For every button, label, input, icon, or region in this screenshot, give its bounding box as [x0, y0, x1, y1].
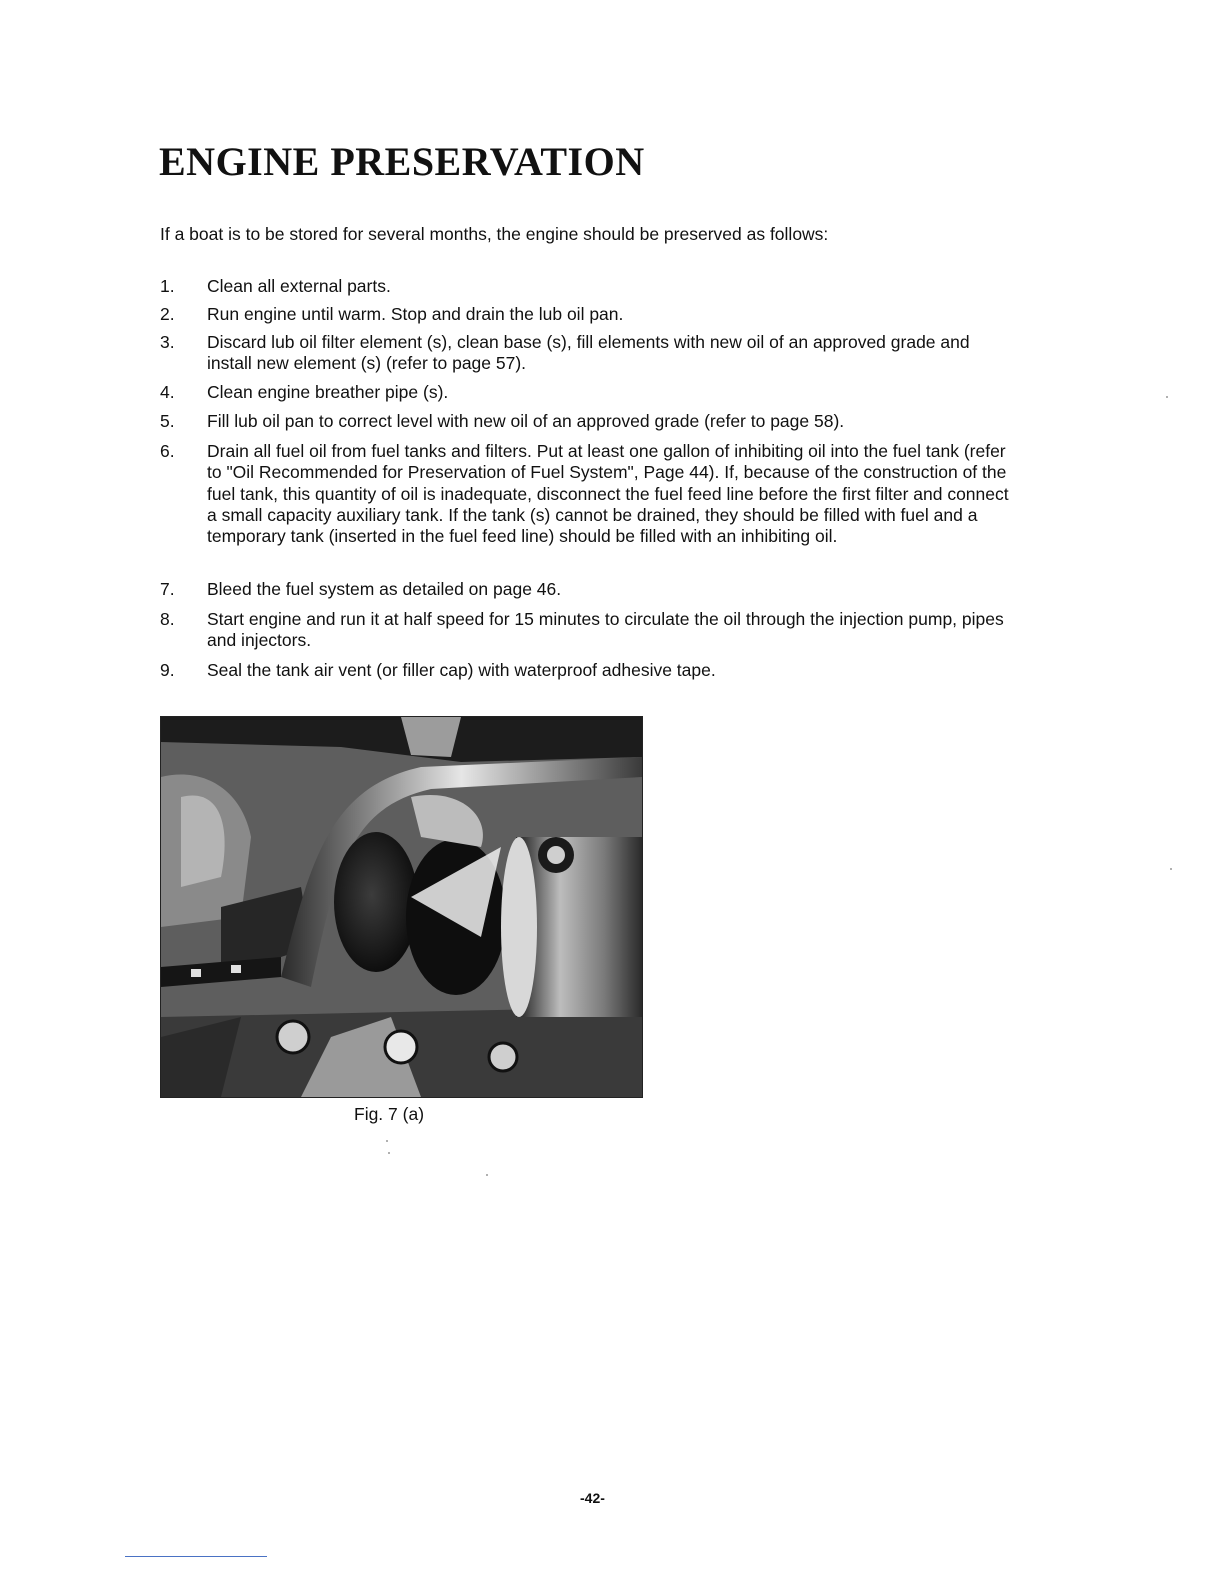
step-text: Run engine until warm. Stop and drain the lub oil pan. — [207, 304, 624, 324]
step-number: 9. — [160, 660, 175, 680]
bottom-rule-divider — [125, 1556, 267, 1557]
scan-speck — [386, 1140, 388, 1142]
step-number: 6. — [160, 441, 175, 461]
scan-speck — [1166, 396, 1168, 398]
step-text: Drain all fuel oil from fuel tanks and filters. Put at least one gallon of inhibiting oil into the fuel tank (refer to "Oil Recommended for Preservation of Fuel System", Page 44). If, because of the construction of the fuel tank, this quantity of oil is inadequate, disconnect the fuel feed line before the first filter and connect a small capacity auxiliary tank. If the tank (s) cannot be drained, they should be filled with fuel and a temporary tank (inserted in the fuel feed line) should be filled with an inhibiting oil. — [207, 441, 1009, 547]
step-number: 8. — [160, 609, 175, 629]
page-number: -42- — [580, 1490, 605, 1506]
step-text: Clean engine breather pipe (s). — [207, 382, 449, 402]
step-number: 1. — [160, 276, 175, 296]
step-number: 2. — [160, 304, 175, 324]
step-text: Clean all external parts. — [207, 276, 391, 296]
scan-speck — [1170, 868, 1172, 870]
step-number: 4. — [160, 382, 175, 402]
intro-paragraph: If a boat is to be stored for several months, the engine should be preserved as follows: — [160, 224, 829, 244]
step-text: Bleed the fuel system as detailed on page 46. — [207, 579, 562, 599]
page-title: ENGINE PRESERVATION — [159, 139, 645, 184]
step-text: Discard lub oil filter element (s), clean base (s), fill elements with new oil of an approved grade and install new element (s) (refer to page 57). — [207, 332, 970, 374]
step-text: Fill lub oil pan to correct level with new oil of an approved grade (refer to page 58). — [207, 411, 845, 431]
step-text: Seal the tank air vent (or filler cap) with waterproof adhesive tape. — [207, 660, 716, 680]
step-text: Start engine and run it at half speed for 15 minutes to circulate the oil through the injection pump, pipes and injectors. — [207, 609, 1004, 651]
step-number: 3. — [160, 332, 175, 352]
figure-caption: Fig. 7 (a) — [354, 1104, 425, 1124]
step-number: 5. — [160, 411, 175, 431]
engine-photo-figure — [160, 716, 643, 1098]
engine-photo-illustration — [161, 717, 642, 1097]
step-number: 7. — [160, 579, 175, 599]
scan-speck — [388, 1152, 390, 1154]
scan-speck — [486, 1174, 488, 1176]
